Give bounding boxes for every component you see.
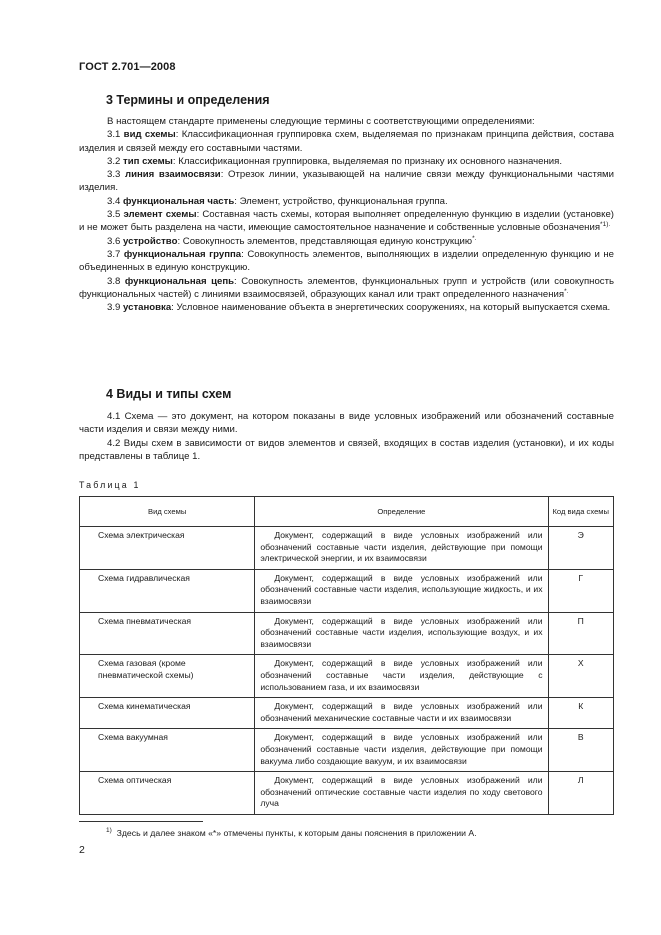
schemes-table: [79, 496, 614, 815]
definition-text: Документ, содержащий в виде условных изображений или обозначений составные части изделия, использующие воздух, и их взаимосвязи: [260, 615, 543, 649]
term-text: Совокупность элементов, представляющая единую конструкцию: [182, 235, 473, 247]
term-name: установка: [123, 302, 172, 314]
term-definition: 3.3 линия взаимосвязи: Отрезок линии, указывающей на наличие связи между функциональными частями изделия.: [79, 169, 614, 194]
term-text: Составная часть схемы, которая выполняет определенную функцию в изделии (установке) и не может быть разделена на части, имеющие самостоятельное назначение и собственные условные обозначения: [79, 209, 614, 234]
table-caption: Таблица 1: [79, 480, 141, 490]
header-scheme-type: Вид схемы: [80, 497, 255, 527]
page-number: 2: [79, 844, 85, 856]
cell-code: Л: [548, 772, 614, 815]
term-name: элемент схемы: [123, 209, 197, 221]
table-header-row: [80, 497, 614, 527]
table-row: [80, 729, 614, 772]
cell-definition: [255, 527, 548, 570]
table-row: [80, 527, 614, 570]
cell-code: П: [548, 612, 614, 655]
footnote-text: Здесь и далее знаком «*» отмечены пункты, к которым даны пояснения в приложении А.: [116, 828, 477, 838]
section-4-para-1: 4.1 Схема — это документ, на котором показаны в виде условных изображений или обозначений составные части изделия и связи между ними.: [79, 411, 614, 436]
definition-text: Документ, содержащий в виде условных изображений или обозначений составные части изделия, действующие с использованием газа, и их взаимосвязи: [260, 658, 543, 692]
section-4-para-2: 4.2 Виды схем в зависимости от видов элементов и связей, входящих в состав изделия (установки), и их коды представлены в таблице 1.: [79, 437, 614, 462]
definition-text: Документ, содержащий в виде условных изображений или обозначений составные части изделия, действующие при помощи электрической энергии, и их взаимосвязи: [260, 530, 543, 564]
terms-list: [79, 128, 614, 314]
cell-code: К: [548, 698, 614, 729]
term-definition: 3.5 элемент схемы: Составная часть схемы, которая выполняет определенную функцию в изделии (установке) и не может быть разделена на части, имеющие самостоятельное назначение и собственные условные обозначения$^{*1).}$: [79, 209, 614, 234]
definition-text: Документ, содержащий в виде условных изображений или обозначений составные части изделия, использующие жидкость, и их взаимосвязи: [260, 572, 543, 606]
cell-scheme-type: Схема кинематическая: [80, 698, 255, 729]
term-definition: 3.8 функциональная цепь: Совокупность элементов, функциональных групп и устройств (или совокупность функциональных частей) с линиями взаимосвязей, образующих канал или тракт определенного назначения*.: [79, 275, 614, 300]
term-name: вид схемы: [123, 129, 176, 141]
term-definition: 3.7 функциональная группа: Совокупность элементов, выполняющих в изделии определенную функцию и не объединенных в единую конструкцию.: [79, 248, 614, 274]
term-definition: 3.4 функциональная часть: Элемент, устройство, функциональная группа.: [107, 195, 448, 207]
footnote-mark: 1): [106, 827, 112, 835]
term-number: 3.4: [107, 195, 121, 207]
cell-code: Г: [548, 569, 614, 612]
cell-code: Х: [548, 655, 614, 698]
section-3-body: [79, 115, 614, 314]
cell-scheme-type: Схема пневматическая: [80, 612, 255, 655]
term-definition: 3.9 установка: Условное наименование объекта в энергетических сооружениях, на который выпускается схема.: [107, 302, 611, 314]
term-definition: 3.1 вид схемы: Классификационная группировка схем, выделяемая по признакам принципа действия, состава изделия и связей между его составными частями.: [79, 129, 614, 154]
cell-definition: [255, 772, 548, 815]
term-number: 3.5: [107, 209, 121, 221]
term-name: устройство: [123, 235, 178, 247]
term-text: Элемент, устройство, функциональная группа.: [239, 195, 448, 207]
footnote: [106, 828, 477, 838]
term-number: 3.6: [107, 235, 121, 247]
term-note-mark: *.: [472, 234, 477, 242]
cell-scheme-type: Схема электрическая: [80, 527, 255, 570]
cell-scheme-type: Схема гидравлическая: [80, 569, 255, 612]
cell-scheme-type: Схема вакуумная: [80, 729, 255, 772]
term-text: Классификационная группировка схем, выделяемая по признакам принципа действия, состава изделия и связей между его составными частями.: [79, 129, 614, 154]
table-row: [80, 612, 614, 655]
cell-definition: [255, 729, 548, 772]
header-code: Код вида схемы: [548, 497, 614, 527]
term-name: тип схемы: [123, 155, 173, 167]
term-number: 3.7: [107, 248, 121, 260]
term-note-mark: *1).: [600, 221, 611, 229]
term-number: 3.8: [107, 275, 121, 287]
term-name: функциональная часть: [123, 195, 235, 207]
section-3-intro: В настоящем стандарте применены следующие термины с соответствующими определениями:: [107, 116, 535, 127]
term-name: функциональная группа: [123, 248, 242, 260]
cell-definition: [255, 612, 548, 655]
term-definition: 3.2 тип схемы: Классификационная группировка, выделяемая по признаку их основного назначения.: [107, 155, 563, 167]
term-name: линия взаимосвязи: [124, 169, 221, 181]
cell-scheme-type: Схема оптическая: [80, 772, 255, 815]
section-3-title: 3 Термины и определения: [106, 93, 270, 107]
term-name: функциональная цепь: [124, 275, 235, 287]
table-body: [80, 527, 614, 815]
term-number: 3.9: [107, 302, 121, 314]
cell-code: Э: [548, 527, 614, 570]
section-4-title: 4 Виды и типы схем: [106, 387, 232, 401]
cell-definition: [255, 569, 548, 612]
term-text: Совокупность элементов, функциональных групп и устройств (или совокупность функциональных частей) с линиями взаимосвязей, образующих канал или тракт определенного назначения: [79, 275, 614, 300]
definition-text: Документ, содержащий в виде условных изображений или обозначений механические составные части и их взаимосвязи: [260, 701, 543, 723]
cell-definition: [255, 655, 548, 698]
term-text: Классификационная группировка, выделяемая по признаку их основного назначения.: [178, 155, 563, 167]
table-row: [80, 698, 614, 729]
term-text: Условное наименование объекта в энергетических сооружениях, на который выпускается схема.: [176, 302, 611, 314]
header-definition: Определение: [255, 497, 548, 527]
document-id: ГОСТ 2.701—2008: [79, 61, 176, 73]
footnote-divider: [79, 821, 203, 822]
term-number: 3.3: [107, 169, 121, 181]
definition-text: Документ, содержащий в виде условных изображений или обозначений оптические составные части изделия по ходу светового луча: [260, 775, 543, 809]
term-definition: 3.6 устройство: Совокупность элементов, представляющая единую конструкцию*.: [107, 234, 477, 247]
table-row: [80, 569, 614, 612]
table-row: [80, 772, 614, 815]
table-row: [80, 655, 614, 698]
term-note-mark: *.: [564, 287, 569, 295]
cell-scheme-type: Схема газовая (кроме пневматической схемы): [80, 655, 255, 698]
term-number: 3.2: [107, 155, 121, 167]
term-number: 3.1: [107, 129, 121, 141]
term-text: Отрезок линии, указывающей на наличие связи между функциональными частями изделия.: [79, 169, 614, 194]
cell-definition: [255, 698, 548, 729]
section-4-body: [79, 410, 614, 463]
definition-text: Документ, содержащий в виде условных изображений или обозначений составные части изделия, действующие при помощи вакуума либо создающие вакуум, и их взаимосвязи: [260, 732, 543, 766]
cell-code: В: [548, 729, 614, 772]
term-text: Совокупность элементов, выполняющих в изделии определенную функцию и не объединенных в единую конструкцию.: [79, 248, 614, 274]
